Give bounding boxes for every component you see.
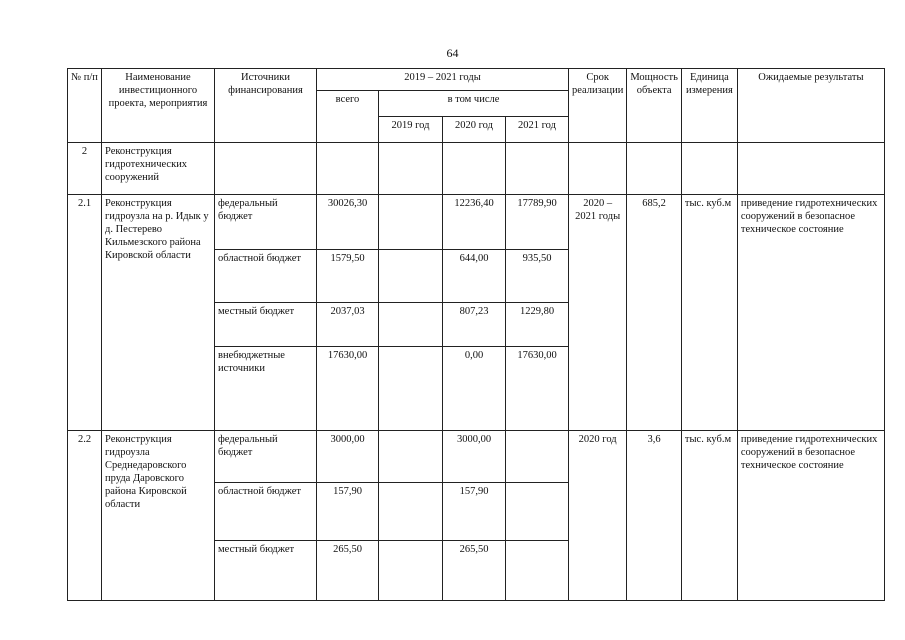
project-power: 3,6 [627,431,682,601]
total-cell: 2037,03 [317,303,379,347]
header-2019: 2019 год [379,117,443,143]
header-num: № п/п [68,69,102,143]
section-num: 2 [68,143,102,195]
header-result: Ожидаемые результаты [737,69,884,143]
project-unit: тыс. куб.м [681,431,737,601]
y2021-cell: 17789,90 [506,195,569,250]
project-result: приведение гидротехнических сооружений в безопасное техническое состояние [737,431,884,601]
y2020-cell: 0,00 [443,347,506,431]
y2019-cell [379,250,443,303]
project-num: 2.2 [68,431,102,601]
total-cell: 1579,50 [317,250,379,303]
header-name: Наименование инвестиционного проекта, мероприятия [102,69,215,143]
total-cell: 157,90 [317,483,379,541]
header-power: Мощность объекта [627,69,682,143]
header-unit: Единица измерения [681,69,737,143]
table-row [68,195,885,250]
project-term: 2020 – 2021 годы [569,195,627,431]
y2020-cell: 265,50 [443,541,506,601]
header-source: Источники финансирования [215,69,317,143]
page-number: 64 [446,46,459,60]
investment-table [67,68,885,601]
y2021-cell [506,483,569,541]
y2020-cell: 157,90 [443,483,506,541]
project-unit: тыс. куб.м [681,195,737,431]
project-name: Реконструкция гидроузла Среднедаровского пруда Даровского района Кировской области [102,431,215,601]
y2020-cell: 807,23 [443,303,506,347]
source-cell: областной бюджет [215,483,317,541]
y2021-cell: 17630,00 [506,347,569,431]
project-power: 685,2 [627,195,682,431]
y2019-cell [379,347,443,431]
total-cell: 3000,00 [317,431,379,483]
project-num: 2.1 [68,195,102,431]
source-cell: федеральный бюджет [215,431,317,483]
y2020-cell: 644,00 [443,250,506,303]
source-cell: областной бюджет [215,250,317,303]
header-2021: 2021 год [506,117,569,143]
source-cell: федеральный бюджет [215,195,317,250]
y2021-cell [506,431,569,483]
header-including: в том числе [379,91,569,117]
y2019-cell [379,541,443,601]
y2019-cell [379,195,443,250]
section-name: Реконструкция гидротехнических сооружений [102,143,215,195]
header-2020: 2020 год [443,117,506,143]
y2021-cell: 935,50 [506,250,569,303]
header-total: всего [317,91,379,143]
table-row [68,431,885,483]
source-cell: внебюджетные источники [215,347,317,431]
y2019-cell [379,431,443,483]
y2019-cell [379,483,443,541]
total-cell: 17630,00 [317,347,379,431]
source-cell: местный бюджет [215,541,317,601]
total-cell: 30026,30 [317,195,379,250]
header-years: 2019 – 2021 годы [317,69,569,91]
source-cell: местный бюджет [215,303,317,347]
project-result: приведение гидротехнических сооружений в безопасное техническое состояние [737,195,884,431]
section-row [68,143,885,195]
project-term: 2020 год [569,431,627,601]
y2020-cell: 12236,40 [443,195,506,250]
total-cell: 265,50 [317,541,379,601]
project-name: Реконструкция гидроузла на р. Идык у д. Пестерево Кильмезского района Кировской области [102,195,215,431]
y2021-cell: 1229,80 [506,303,569,347]
y2021-cell [506,541,569,601]
header-term: Срок реализации [569,69,627,143]
y2019-cell [379,303,443,347]
y2020-cell: 3000,00 [443,431,506,483]
